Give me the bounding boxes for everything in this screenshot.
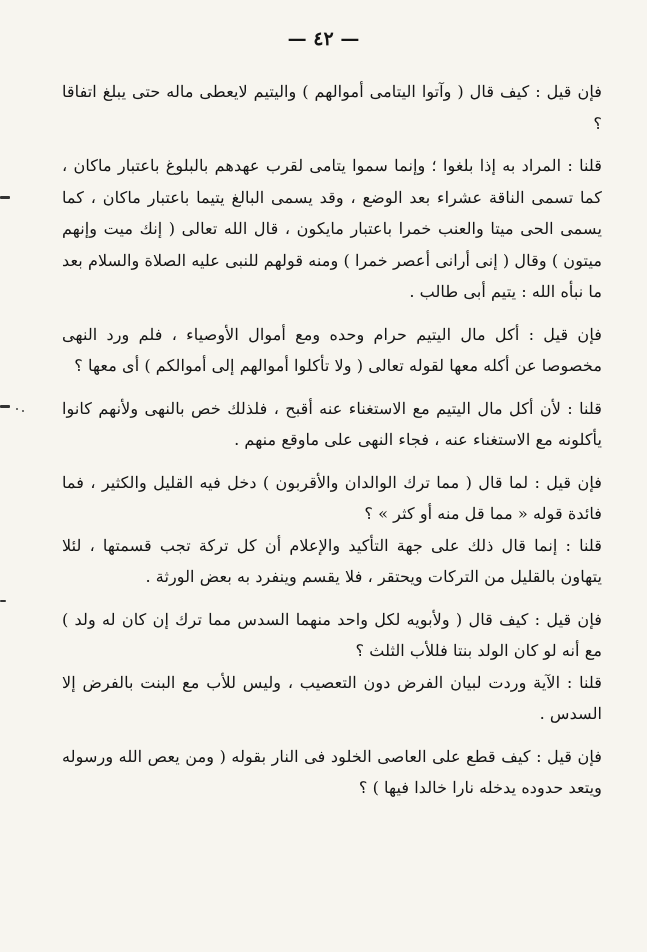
paragraph-gap	[62, 593, 602, 604]
paragraph-answer-3: قلنا : إنما قال ذلك على جهة التأكيد والإعلام أن كل تركة تجب قسمتها ، لئلا يتهاون بالقليل من التركات ويحتقر ، فلا يقسم وينفرد به بعض الورثة .	[62, 535, 602, 586]
scan-speck	[22, 410, 24, 412]
page-body	[62, 76, 602, 804]
paragraph-gap	[62, 308, 602, 319]
paragraph-question-4: فإن قيل : كيف قال ( ولأبويه لكل واحد منهما السدس مما ترك إن كان له ولد ) مع أنه لو كان الولد بنتا فللأب الثلث ؟	[62, 609, 602, 660]
paragraph-question-3: فإن قيل : لما قال ( مما ترك الوالدان والأقربون ) دخل فيه القليل والكثير ، فما فائدة قوله « مما قل منه أو كثر » ؟	[62, 472, 602, 523]
page-number: — ٤٢ —	[287, 28, 360, 50]
scan-speck	[16, 408, 18, 410]
paragraph-gap	[62, 730, 602, 741]
paragraph-question-2: فإن قيل : أكل مال اليتيم حرام وحده ومع أموال الأوصياء ، فلم ورد النهى مخصوصا عن أكله معها لقوله تعالى ( ولا تأكلوا أموالهم إلى أموالكم ) أى معها ؟	[62, 324, 602, 375]
paragraph-answer-2: قلنا : لأن أكل مال اليتيم مع الاستغناء عنه أقبح ، فلذلك خص بالنهى ولأنهم كانوا يأكلونه مع الاستغناء عنه ، فجاء النهى على ماوقع منهم .	[62, 398, 602, 449]
paragraph-answer-4: قلنا : الآية وردت لبيان الفرض دون التعصيب ، وليس للأب مع البنت بالفرض إلا السدس .	[62, 672, 602, 723]
paragraph-question-5: فإن قيل : كيف قطع على العاصى الخلود فى النار بقوله ( ومن يعص الله ورسوله ويتعد حدوده يدخله نارا خالدا فيها ) ؟	[62, 746, 602, 797]
scan-edge-mark	[0, 405, 10, 408]
scan-edge-mark	[0, 196, 10, 199]
paragraph-gap	[62, 456, 602, 467]
scan-edge-mark	[0, 600, 6, 602]
paragraph-answer-1: قلنا : المراد به إذا بلغوا ؛ وإنما سموا يتامى لقرب عهدهم بالبلوغ باعتبار ماكان ، كما تسمى الناقة عشراء بعد الوضع ، وقد يسمى البالغ يتيما باعتبار ماكان ، كما يسمى الحى ميتا والعنب خمرا باعتبار مايكون ، قال الله تعالى ( إنك ميت وإنهم ميتون ) وقال ( إنى أرانى أعصر خمرا ) ومنه قولهم للنبى عليه الصلاة والسلام بعد ما نبأه الله : يتيم أبى طالب .	[62, 156, 602, 301]
paragraph-gap	[62, 139, 602, 150]
paragraph-gap	[62, 382, 602, 393]
paragraph-question-1: فإن قيل : كيف قال ( وآتوا اليتامى أموالهم ) واليتيم لايعطى ماله حتى يبلغ اتفاقا ؟	[62, 82, 602, 133]
